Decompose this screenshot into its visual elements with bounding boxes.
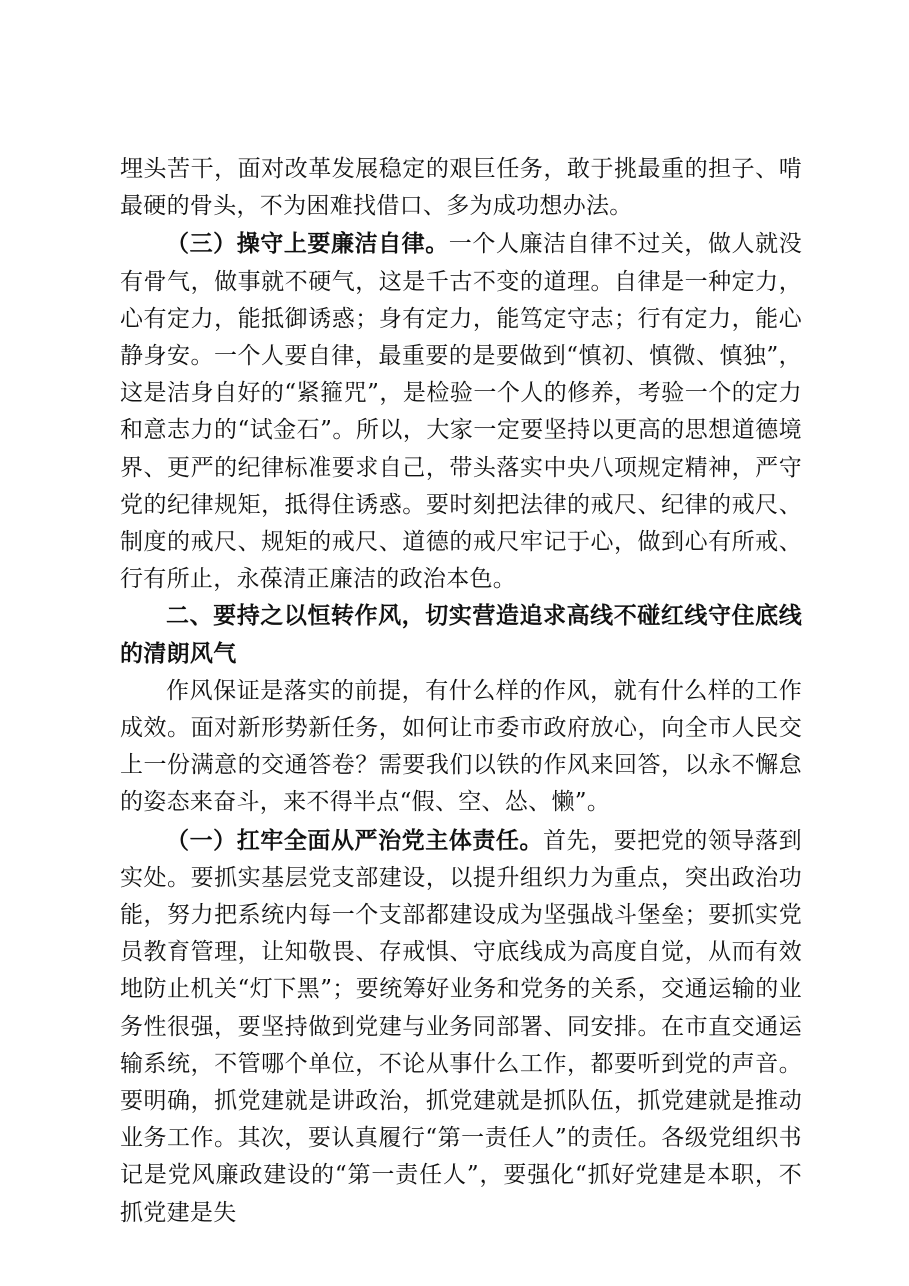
paragraph-text: 一个人廉洁自律不过关，做人就没有骨气，做事就不硬气，这是千古不变的道理。自律是一种定力，心有定力，能抵御诱惑；身有定力，能笃定守志；行有定力，能心静身安。一个人要自律，最重要的是要做到“慎初、慎微、慎独”，这是洁身自好的“紧箍咒”，是检验一个人的修养，考验一个的定力和意志力的“试金石”。所以，大家一定要坚持以更高的思想道德境界、更严的纪律标准要求自己，带头落实中央八项规定精神，严守党的纪律规矩，抵得住诱惑。要时刻把法律的戒尺、纪律的戒尺、制度的戒尺、规矩的戒尺、道德的戒尺牢记于心，做到心有所戒、行有所止，永葆清正廉洁的政治本色。	[120, 231, 802, 593]
section-heading: 二、要持之以恒转作风，切实营造追求高线不碰红线守住底线的清朗风气	[120, 603, 802, 667]
paragraph-party-responsibility	[120, 822, 802, 1232]
paragraph-text: 首先，要把党的领导落到实处。要抓实基层党支部建设，以提升组织力为重点，突出政治功能，努力把系统内每一个支部都建设成为坚强战斗堡垒；要抓实党员教育管理，让知敬畏、存戒惧、守底线成为高度自觉，从而有效地防止机关“灯下黑”；要统筹好业务和党务的关系，交通运输的业务性很强，要坚持做到党建与业务同部署、同安排。在市直交通运输系统，不管哪个单位，不论从事什么工作，都要听到党的声音。要明确，抓党建就是讲政治，抓党建就是抓队伍，抓党建就是推动业务工作。其次，要认真履行“第一责任人”的责任。各级党组织书记是党风廉政建设的“第一责任人”，要强化“抓好党建是本职，不抓党建是失	[120, 827, 802, 1226]
document-body	[120, 151, 802, 1232]
paragraph-integrity	[120, 225, 802, 598]
paragraph-lead: （三）操守上要廉洁自律。	[166, 230, 449, 258]
paragraph-text: 埋头苦干，面对改革发展稳定的艰巨任务，敢于挑最重的担子、啃最硬的骨头，不为困难找借口、多为成功想办法。	[120, 156, 802, 220]
paragraph-work-style	[120, 673, 802, 822]
paragraph-lead: （一）扛牢全面从严治党主体责任。	[166, 826, 544, 854]
paragraph-continuation	[120, 151, 802, 225]
paragraph-text: 作风保证是落实的前提，有什么样的作风，就有什么样的工作成效。面对新形势新任务，如何让市委市政府放心，向全市人民交上一份满意的交通答卷？需要我们以铁的作风来回答，以永不懈怠的姿态来奋斗，来不得半点“假、空、怂、懒”。	[120, 677, 802, 816]
